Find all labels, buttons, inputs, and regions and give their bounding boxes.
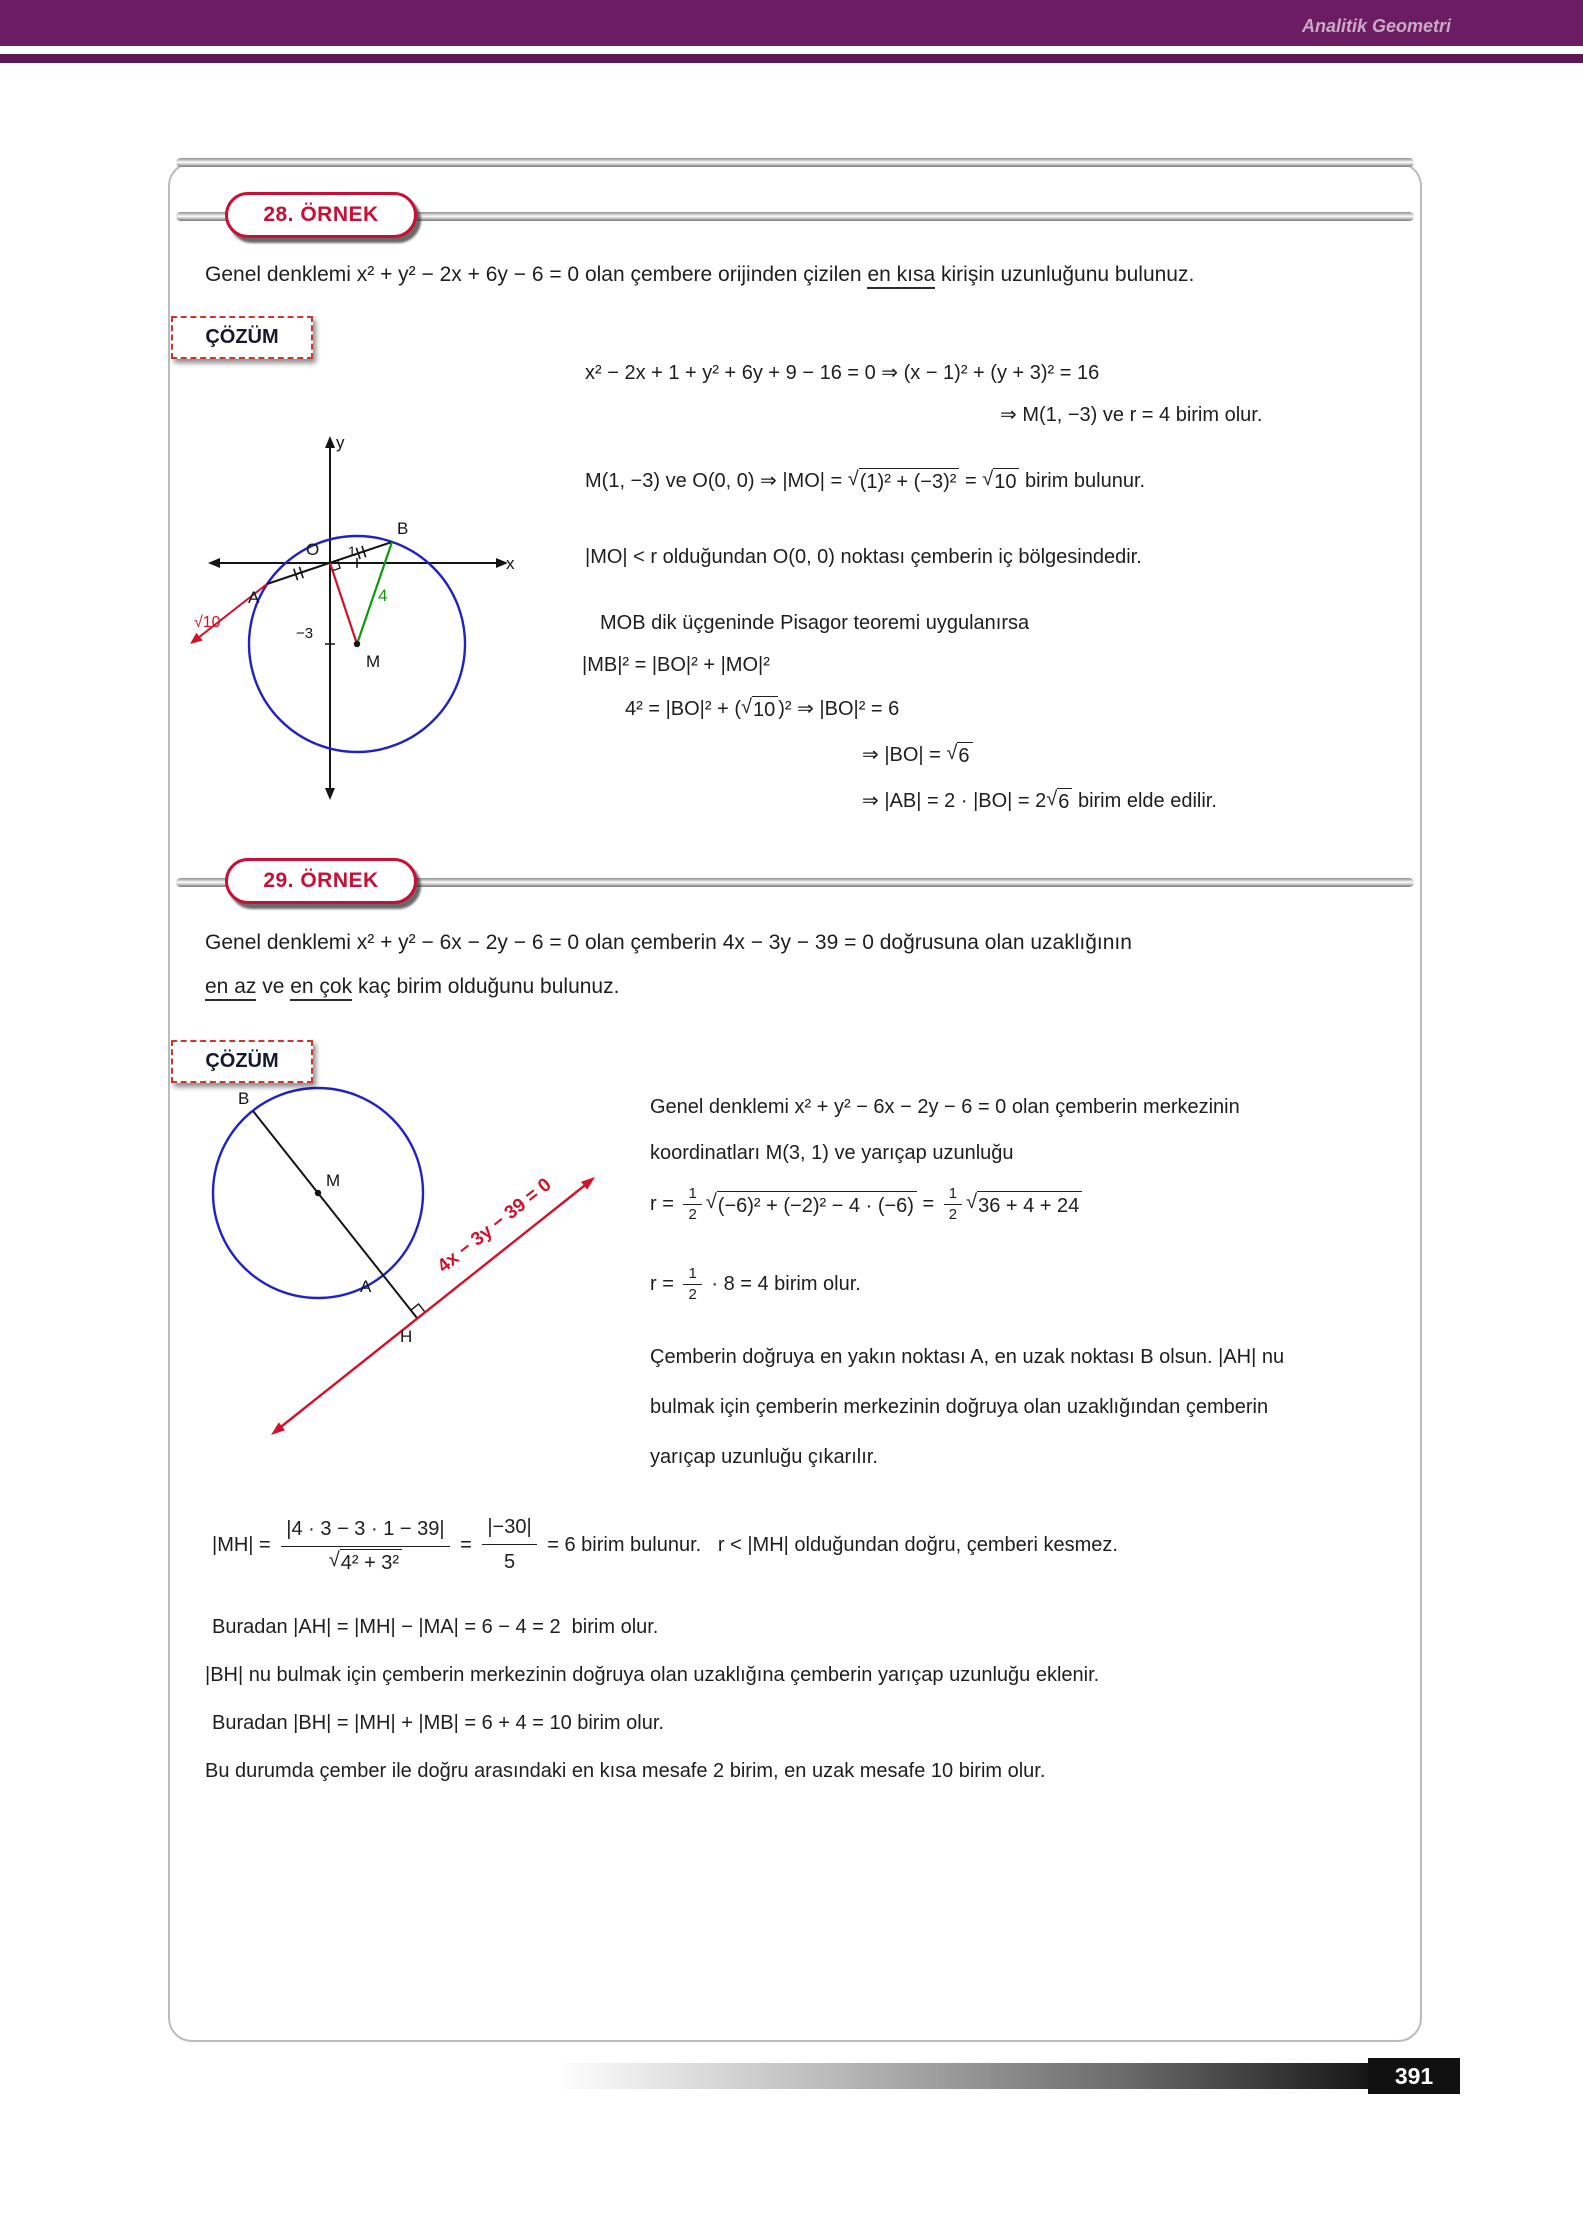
label-four: 4 <box>378 586 388 605</box>
sqrt-expression <box>329 1549 402 1576</box>
sqrt-expression <box>706 1191 917 1218</box>
math-text: |MH| = <box>212 1533 277 1556</box>
fraction-half <box>683 1266 701 1303</box>
label-o: O <box>306 540 320 559</box>
fraction-denominator: 2 <box>688 1205 697 1223</box>
label-y-axis: y <box>336 433 345 452</box>
sol28-line1: x² − 2x + 1 + y² + 6y + 9 − 16 = 0 ⇒ (x − 1)² + (y + 3)² = 16 <box>585 362 1100 384</box>
math-text: )² ⇒ |BO|² = 6 <box>778 698 900 720</box>
sqrt-expression <box>741 696 778 723</box>
footer-gradient-bar <box>558 2063 1370 2089</box>
fraction-30-5 <box>482 1512 536 1577</box>
problem-underlined: en az <box>205 975 256 1001</box>
example29-problem-line1: Genel denklemi x² + y² − 6x − 2y − 6 = 0 olan çemberin 4x − 3y − 39 = 0 doğrusuna olan uzaklığının <box>205 931 1132 954</box>
final-line2: Buradan |AH| = |MH| − |MA| = 6 − 4 = 2 birim olur. <box>212 1616 659 1638</box>
math-text: = 6 birim bulunur. r < |MH| olduğundan doğru, çemberi kesmez. <box>541 1533 1118 1556</box>
sol29-para2a: Çemberin doğruya en yakın noktası A, en uzak noktası B olsun. |AH| nu <box>650 1346 1285 1368</box>
sqrt-expression <box>966 1191 1082 1218</box>
fraction-numerator: 1 <box>944 1186 962 1205</box>
example28-problem <box>205 260 1194 290</box>
sqrt-radicand: 10 <box>993 468 1019 495</box>
fraction-numerator: 1 <box>683 1186 701 1205</box>
sol28-line2: ⇒ M(1, −3) ve r = 4 birim olur. <box>1000 404 1263 426</box>
fraction-half <box>683 1186 701 1223</box>
fraction-numerator: |−30| <box>482 1512 536 1545</box>
sqrt10-arrowhead <box>190 633 203 644</box>
math-text: M(1, −3) ve O(0, 0) ⇒ |MO| = <box>585 470 848 492</box>
example28-solution-badge: ÇÖZÜM <box>171 316 313 359</box>
sol29-para1b: koordinatları M(3, 1) ve yarıçap uzunluğu <box>650 1142 1014 1164</box>
sol29-para2c: yarıçap uzunluğu çıkarılır. <box>650 1446 878 1468</box>
sqrt-sign: √ <box>982 467 994 490</box>
sqrt-radicand: (1)² + (−3)² <box>859 468 960 495</box>
label-minus3: −3 <box>296 625 314 642</box>
final-line5: Bu durumda çember ile doğru arasındaki en kısa mesafe 2 birim, en uzak mesafe 10 birim olur. <box>205 1760 1046 1782</box>
sol29-para1a: Genel denklemi x² + y² − 6x − 2y − 6 = 0 olan çemberin merkezinin <box>650 1096 1240 1118</box>
math-text: ⇒ |AB| = 2 · |BO| = 2 <box>862 790 1047 812</box>
label-a: A <box>248 588 260 607</box>
label-h: H <box>400 1327 413 1346</box>
sol28-line9 <box>862 786 1217 816</box>
sol28-line3 <box>585 466 1145 496</box>
sol29-radius-line2 <box>650 1266 861 1303</box>
sqrt-expression <box>946 742 972 769</box>
sqrt-sign: √ <box>328 1548 340 1571</box>
sqrt-sign: √ <box>1046 787 1058 810</box>
example29-badge: 29. ÖRNEK <box>225 858 417 904</box>
sol29-para2b: bulmak için çemberin merkezinin doğruya olan uzaklığından çemberin <box>650 1396 1269 1418</box>
figure-example29 <box>168 1078 668 1483</box>
label-b: B <box>238 1089 250 1108</box>
sol28-line7 <box>625 694 899 724</box>
math-text: r = <box>650 1193 680 1216</box>
sqrt-radicand: 4² + 3² <box>340 1549 402 1576</box>
page-number: 391 <box>1368 2058 1460 2094</box>
sqrt-radicand: 10 <box>752 696 778 723</box>
sqrt-expression <box>982 468 1019 495</box>
header-rule <box>0 54 1583 63</box>
final-line4: Buradan |BH| = |MH| + |MB| = 6 + 4 = 10 birim olur. <box>212 1712 664 1734</box>
example29-solution-badge: ÇÖZÜM <box>171 1040 313 1083</box>
chapter-title: Analitik Geometri <box>1301 16 1451 36</box>
problem-text: Genel denklemi x² + y² − 2x + 6y − 6 = 0 olan çembere orijinden çizilen <box>205 263 868 286</box>
problem-underlined: en çok <box>290 975 352 1001</box>
problem-underlined: en kısa <box>867 263 935 289</box>
figure29-svg <box>168 1078 668 1478</box>
fraction-numerator: |4 · 3 − 3 · 1 − 39| <box>281 1514 449 1547</box>
fraction-numerator: 1 <box>683 1266 701 1285</box>
math-text: birim elde edilir. <box>1072 790 1217 812</box>
fraction-mh <box>281 1514 449 1576</box>
math-text: = <box>916 1193 940 1216</box>
sqrt-expression <box>1046 788 1072 815</box>
figure-example28 <box>170 428 520 815</box>
label-b: B <box>397 519 409 538</box>
sqrt-radicand: 36 + 4 + 24 <box>977 1191 1082 1218</box>
y-axis-arrow-up <box>325 436 335 448</box>
label-sqrt10: √10 <box>194 614 221 631</box>
line-4x-3y-39 <box>277 1182 589 1430</box>
x-axis-arrow-left <box>208 558 220 568</box>
sol28-line8 <box>862 740 973 770</box>
sqrt-sign: √ <box>847 467 859 490</box>
label-a: A <box>360 1277 372 1296</box>
point-m <box>354 641 360 647</box>
segment-om <box>330 563 357 644</box>
y-axis-arrow-down <box>325 788 335 800</box>
top-ribbon <box>176 158 1414 167</box>
label-one: 1 <box>348 543 356 559</box>
math-text: · 8 = 4 birim olur. <box>705 1273 861 1296</box>
sqrt-sign: √ <box>705 1191 717 1213</box>
fraction-denominator: 5 <box>503 1551 516 1573</box>
example28-badge: 28. ÖRNEK <box>225 192 417 238</box>
sol28-line4: |MO| < r olduğundan O(0, 0) noktası çemberin iç bölgesindedir. <box>585 546 1142 568</box>
label-m: M <box>366 652 381 671</box>
header-bar <box>0 0 1583 46</box>
sol29-radius-line1 <box>650 1186 1082 1223</box>
problem-text: ve <box>256 975 291 998</box>
problem-text: kirişin uzunluğunu bulunuz. <box>935 263 1195 286</box>
sqrt-radicand: (−6)² + (−2)² − 4 · (−6) <box>717 1191 917 1218</box>
example29-problem-line2 <box>205 972 619 1002</box>
sol28-line5: MOB dik üçgeninde Pisagor teoremi uygulanırsa <box>600 612 1030 634</box>
sqrt-expression <box>848 468 960 495</box>
label-m: M <box>326 1171 341 1190</box>
sqrt-sign: √ <box>946 741 958 764</box>
sqrt-radicand: 6 <box>1057 788 1072 815</box>
sqrt-sign: √ <box>740 695 752 718</box>
math-text: 4² = |BO|² + ( <box>625 698 741 720</box>
final-line3: |BH| nu bulmak için çemberin merkezinin doğruya olan uzaklığına çemberin yarıçap uzunluğu eklenir. <box>205 1664 1100 1686</box>
point-m <box>315 1190 321 1196</box>
sqrt-radicand: 6 <box>957 742 972 769</box>
sqrt-sign: √ <box>966 1191 978 1213</box>
final-mh-line <box>212 1512 1118 1577</box>
fraction-half <box>944 1186 962 1223</box>
label-x-axis: x <box>506 554 515 573</box>
fraction-denominator: 2 <box>688 1285 697 1303</box>
right-angle-mark <box>411 1304 425 1312</box>
fraction-denominator: 2 <box>948 1205 958 1223</box>
segment-bmh <box>253 1111 417 1318</box>
problem-text: kaç birim olduğunu bulunuz. <box>352 975 620 998</box>
label-line-equation: 4x − 3y − 39 = 0 <box>433 1174 556 1278</box>
math-text: birim bulunur. <box>1019 470 1146 492</box>
math-text: = <box>959 470 983 492</box>
math-text: ⇒ |BO| = <box>862 744 947 766</box>
math-text: = <box>454 1533 478 1556</box>
sol28-line6: |MB|² = |BO|² + |MO|² <box>582 654 770 676</box>
math-text: r = <box>650 1273 680 1296</box>
fraction-denominator <box>329 1547 402 1576</box>
figure28-svg <box>170 428 520 810</box>
